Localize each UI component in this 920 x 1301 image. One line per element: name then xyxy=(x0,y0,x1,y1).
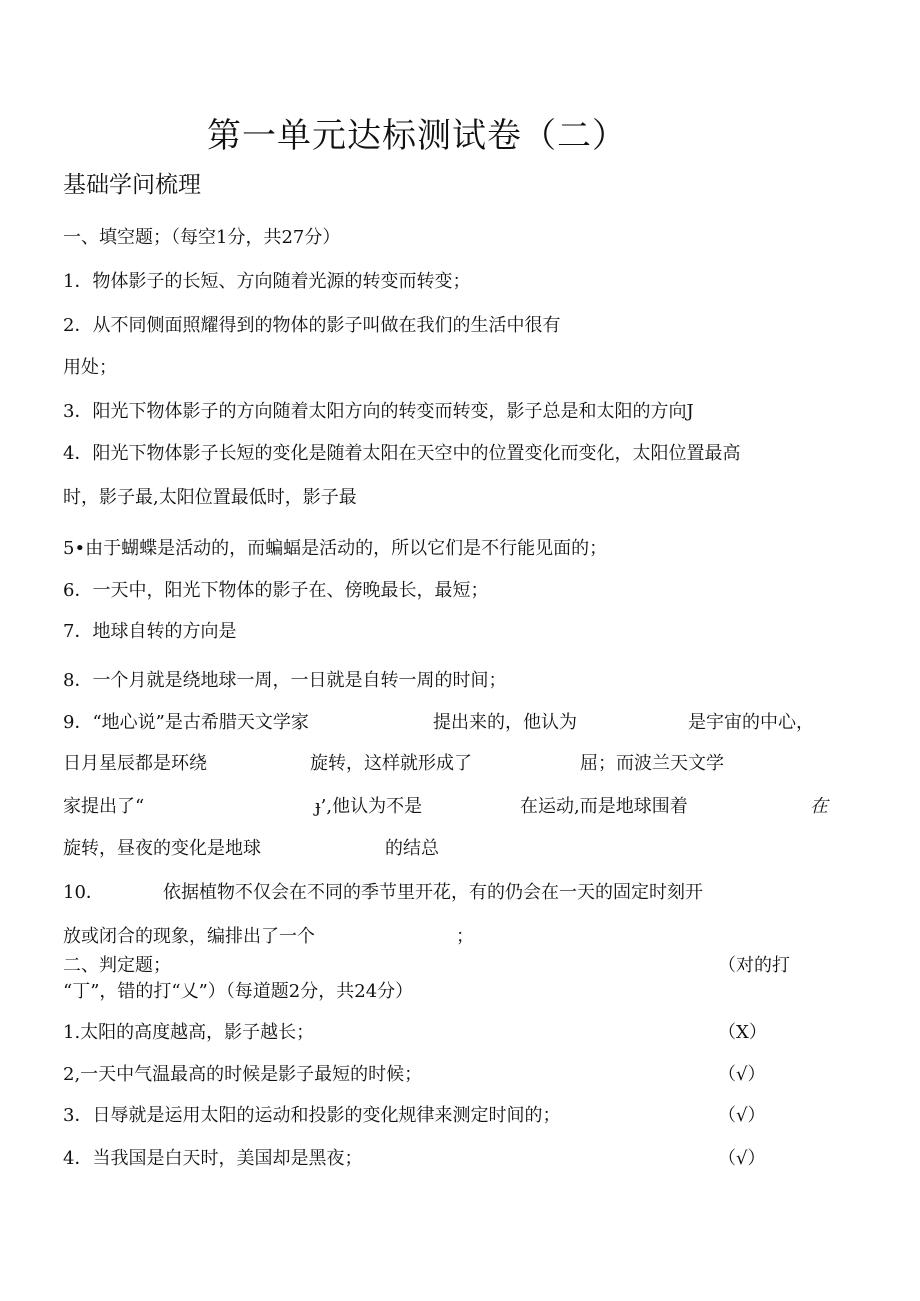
question-7: 7．地球自转的方向是 xyxy=(63,621,237,642)
section-subtitle: 基础学问梳理 xyxy=(63,172,201,198)
section2-note-line2: “丁”，错的打“乂”）（每道题2分，共24分） xyxy=(63,981,414,1002)
question-10-number: 10． xyxy=(63,882,104,903)
question-6: 6．一天中，阳光下物体的影子在、傍晚最长，最短； xyxy=(63,580,489,601)
question-2-line1: 2．从不同侧面照耀得到的物体的影子叫做在我们的生活中很有 xyxy=(63,315,561,336)
judge-mark-3: （√） xyxy=(718,1105,766,1126)
judge-mark-1: （X） xyxy=(718,1022,767,1043)
question-9-part-b1: 日月星辰都是环绕 xyxy=(63,753,207,774)
judge-item-1: 1.太阳的高度越高，影子越长； xyxy=(63,1022,315,1043)
question-9-part-c4: 在 xyxy=(810,796,828,817)
question-9-part-c3: 在运动,而是地球围着 xyxy=(520,796,688,817)
question-10-line2-end: ； xyxy=(456,926,474,947)
judge-item-3: 3．日辱就是运用太阳的运动和投影的变化规律来测定时间的； xyxy=(63,1105,561,1126)
question-10-line1: 依据植物不仅会在不同的季节里开花，有的仍会在一天的固定时刻开 xyxy=(163,882,703,903)
question-3: 3．阳光下物体影子的方向随着太阳方向的转变而转变，影子总是和太阳的方向J xyxy=(63,401,694,422)
question-9-part-a2: 提出来的，他认为 xyxy=(433,712,577,733)
question-9-part-b3: 屈；而波兰天文学 xyxy=(580,753,724,774)
judge-item-4: 4．当我国是白天时，美国却是黑夜； xyxy=(63,1148,363,1169)
judge-mark-2: （√） xyxy=(718,1064,766,1085)
question-9-part-a1: 9．“地心说”是古希腊天文学家 xyxy=(63,712,309,733)
section2-heading: 二、判定题； xyxy=(63,955,171,976)
question-4-line2: 时，影子最,太阳位置最低时，影子最 xyxy=(63,487,357,508)
question-10-line2: 放或闭合的现象，编排出了一个 xyxy=(63,926,315,947)
section1-heading: 一、填空题；（每空1分，共27分） xyxy=(63,227,341,248)
question-9-part-a3: 是宇宙的中心， xyxy=(688,712,814,733)
page-title: 第一单元达标测试卷（二） xyxy=(207,116,627,156)
question-9-part-c2: ɟ’,他认为不是 xyxy=(315,796,423,817)
question-1: 1．物体影子的长短、方向随着光源的转变而转变； xyxy=(63,271,471,292)
question-2-line2: 用处； xyxy=(63,357,117,378)
question-8: 8．一个月就是绕地球一周，一日就是自转一周的时间； xyxy=(63,670,507,691)
question-9-part-c1: 家提出了“ xyxy=(63,796,145,817)
question-5: 5•由于蝴蝶是活动的，而蝙蝠是活动的，所以它们是不行能见面的； xyxy=(63,538,608,559)
question-9-part-b2: 旋转，这样就形成了 xyxy=(310,753,472,774)
question-9-part-d2: 的结总 xyxy=(385,838,439,859)
question-4-line1: 4．阳光下物体影子长短的变化是随着太阳在天空中的位置变化而变化，太阳位置最高 xyxy=(63,443,741,464)
judge-mark-4: （√） xyxy=(718,1148,766,1169)
section2-note: （对的打 xyxy=(718,955,790,976)
question-9-part-d1: 旋转，昼夜的变化是地球 xyxy=(63,838,261,859)
judge-item-2: 2,一天中气温最高的时候是影子最短的时候； xyxy=(63,1064,423,1085)
